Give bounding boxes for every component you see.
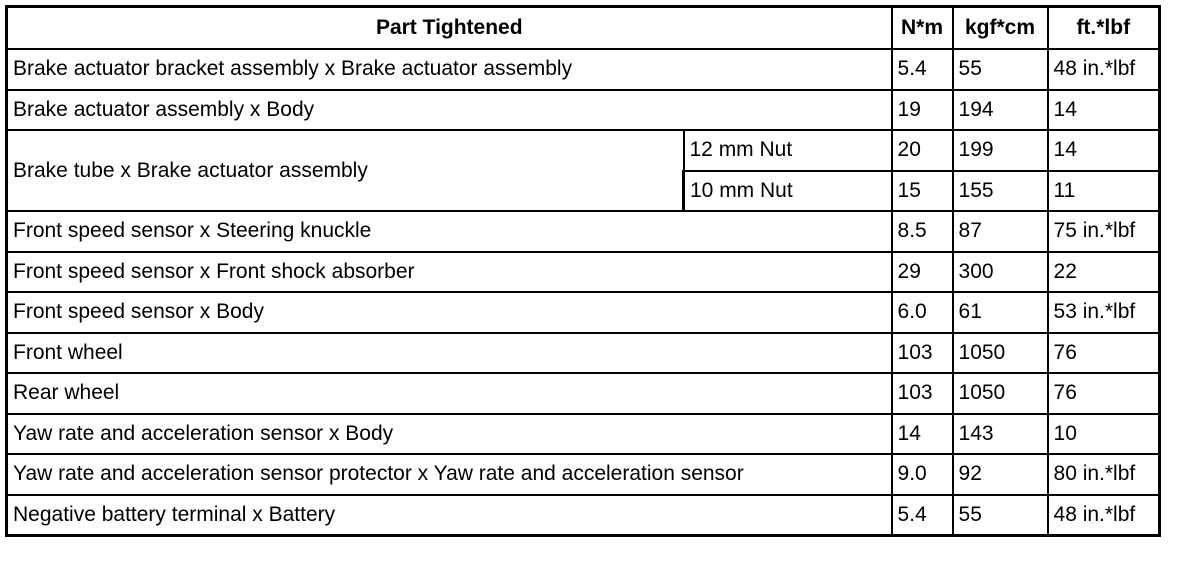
header-nm: N*m [892,7,953,50]
kgf-cell: 55 [953,495,1048,536]
header-part-tightened: Part Tightened [7,7,892,50]
kgf-cell: 92 [953,454,1048,495]
ft-cell: 11 [1048,171,1160,212]
table-row [7,252,1160,293]
nm-cell: 19 [892,90,953,131]
nm-cell: 9.0 [892,454,953,495]
kgf-cell: 87 [953,211,1048,252]
condition-cell: 10 mm Nut [684,171,892,212]
header-ft-lbf: ft.*lbf [1048,7,1160,50]
ft-cell: 22 [1048,252,1160,293]
part-cell: Rear wheel [7,373,892,414]
kgf-cell: 143 [953,414,1048,455]
header-kgf-cm: kgf*cm [953,7,1048,50]
nm-cell: 103 [892,333,953,374]
part-cell: Front speed sensor x Body [7,292,892,333]
nm-cell: 15 [892,171,953,212]
part-cell: Brake actuator assembly x Body [7,90,892,131]
nm-cell: 6.0 [892,292,953,333]
table-row [7,49,1160,90]
ft-cell: 48 in.*lbf [1048,49,1160,90]
table-row [7,373,1160,414]
table-row [7,292,1160,333]
torque-spec-table [5,5,1161,537]
nm-cell: 8.5 [892,211,953,252]
kgf-cell: 155 [953,171,1048,212]
part-cell: Brake tube x Brake actuator assembly [7,130,684,211]
part-cell: Negative battery terminal x Battery [7,495,892,536]
table-row [7,495,1160,536]
part-cell: Front wheel [7,333,892,374]
table-row [7,211,1160,252]
kgf-cell: 300 [953,252,1048,293]
nm-cell: 5.4 [892,49,953,90]
nm-cell: 20 [892,130,953,171]
nm-cell: 5.4 [892,495,953,536]
kgf-cell: 194 [953,90,1048,131]
ft-cell: 53 in.*lbf [1048,292,1160,333]
header-row [7,7,1160,50]
table-row [7,333,1160,374]
part-cell: Yaw rate and acceleration sensor protector x Yaw rate and acceleration sensor [7,454,892,495]
kgf-cell: 55 [953,49,1048,90]
kgf-cell: 1050 [953,373,1048,414]
ft-cell: 75 in.*lbf [1048,211,1160,252]
kgf-cell: 61 [953,292,1048,333]
table-row [7,90,1160,131]
ft-cell: 76 [1048,373,1160,414]
ft-cell: 48 in.*lbf [1048,495,1160,536]
nm-cell: 103 [892,373,953,414]
part-cell: Yaw rate and acceleration sensor x Body [7,414,892,455]
kgf-cell: 1050 [953,333,1048,374]
nm-cell: 14 [892,414,953,455]
ft-cell: 76 [1048,333,1160,374]
nm-cell: 29 [892,252,953,293]
ft-cell: 10 [1048,414,1160,455]
table-row [7,414,1160,455]
ft-cell: 14 [1048,130,1160,171]
part-cell: Front speed sensor x Front shock absorber [7,252,892,293]
part-cell: Front speed sensor x Steering knuckle [7,211,892,252]
kgf-cell: 199 [953,130,1048,171]
table-row [7,130,1160,171]
ft-cell: 14 [1048,90,1160,131]
ft-cell: 80 in.*lbf [1048,454,1160,495]
table-row [7,454,1160,495]
part-cell: Brake actuator bracket assembly x Brake actuator assembly [7,49,892,90]
condition-cell: 12 mm Nut [684,130,892,171]
